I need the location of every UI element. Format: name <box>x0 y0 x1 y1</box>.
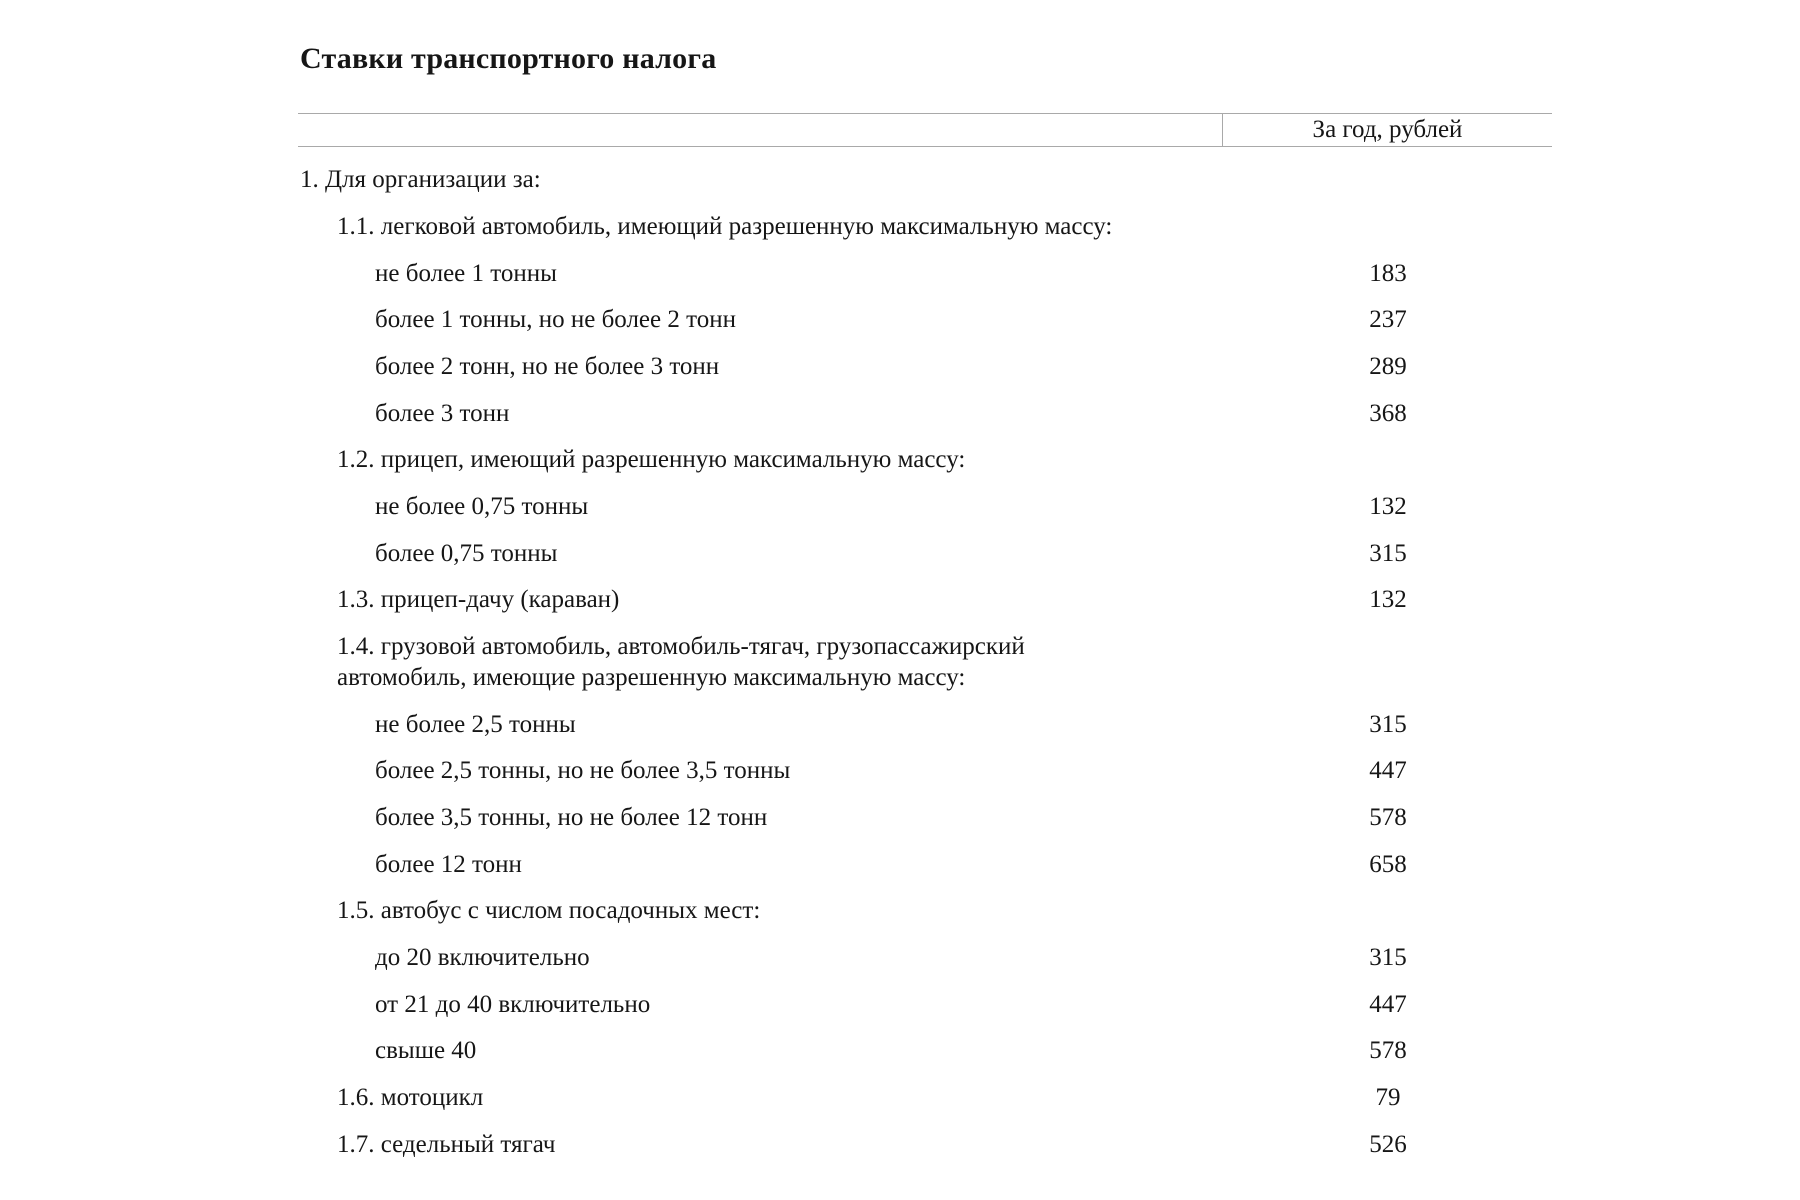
row-value: 526 <box>1369 1131 1407 1158</box>
row-value: 132 <box>1369 586 1407 613</box>
row-label: более 3,5 тонны, но не более 12 тонн <box>375 804 768 831</box>
row-label: до 20 включительно <box>375 944 590 971</box>
row-value: 578 <box>1369 804 1407 831</box>
row-value: 132 <box>1369 493 1407 520</box>
row-label: 1.5. автобус с числом посадочных мест: <box>337 897 761 924</box>
row-label: не более 2,5 тонны <box>375 711 576 738</box>
row-value: 237 <box>1369 306 1407 333</box>
row-label: более 0,75 тонны <box>375 540 558 567</box>
row-value: 315 <box>1369 944 1407 971</box>
row-label: 1.1. легковой автомобиль, имеющий разрешенную максимальную массу: <box>337 213 1113 240</box>
row-value: 289 <box>1369 353 1407 380</box>
row-value: 578 <box>1369 1037 1407 1064</box>
row-label: 1.3. прицеп-дачу (караван) <box>337 586 620 613</box>
row-label: от 21 до 40 включительно <box>375 991 651 1018</box>
row-label: не более 0,75 тонны <box>375 493 589 520</box>
row-label: 1.7. седельный тягач <box>337 1131 556 1158</box>
row-label: более 1 тонны, но не более 2 тонн <box>375 306 736 333</box>
row-value: 658 <box>1369 851 1407 878</box>
row-label: 1.4. грузовой автомобиль, автомобиль-тягач, грузопассажирский автомобиль, имеющие разрешенную максимальную массу: <box>337 633 1025 691</box>
row-value: 183 <box>1369 260 1407 287</box>
document-title: Ставки транспортного налога <box>300 42 717 75</box>
row-label: более 2 тонн, но не более 3 тонн <box>375 353 720 380</box>
row-label: более 12 тонн <box>375 851 522 878</box>
row-label: 1. Для организации за: <box>300 166 541 193</box>
row-label: более 2,5 тонны, но не более 3,5 тонны <box>375 757 791 784</box>
row-label: более 3 тонн <box>375 400 510 427</box>
row-value: 79 <box>1375 1084 1401 1111</box>
row-value: 368 <box>1369 400 1407 427</box>
row-value: 315 <box>1369 711 1407 738</box>
row-label: 1.6. мотоцикл <box>337 1084 484 1111</box>
row-value: 315 <box>1369 540 1407 567</box>
row-label: 1.2. прицеп, имеющий разрешенную максимальную массу: <box>337 446 966 473</box>
table-header-top-rule <box>298 113 1552 114</box>
row-value: 447 <box>1369 757 1407 784</box>
row-label: не более 1 тонны <box>375 260 557 287</box>
table-header-bottom-rule <box>298 146 1552 147</box>
column-header-annual-rubles: За год, рублей <box>1312 116 1463 143</box>
row-label: свыше 40 <box>375 1037 477 1064</box>
row-value: 447 <box>1369 991 1407 1018</box>
